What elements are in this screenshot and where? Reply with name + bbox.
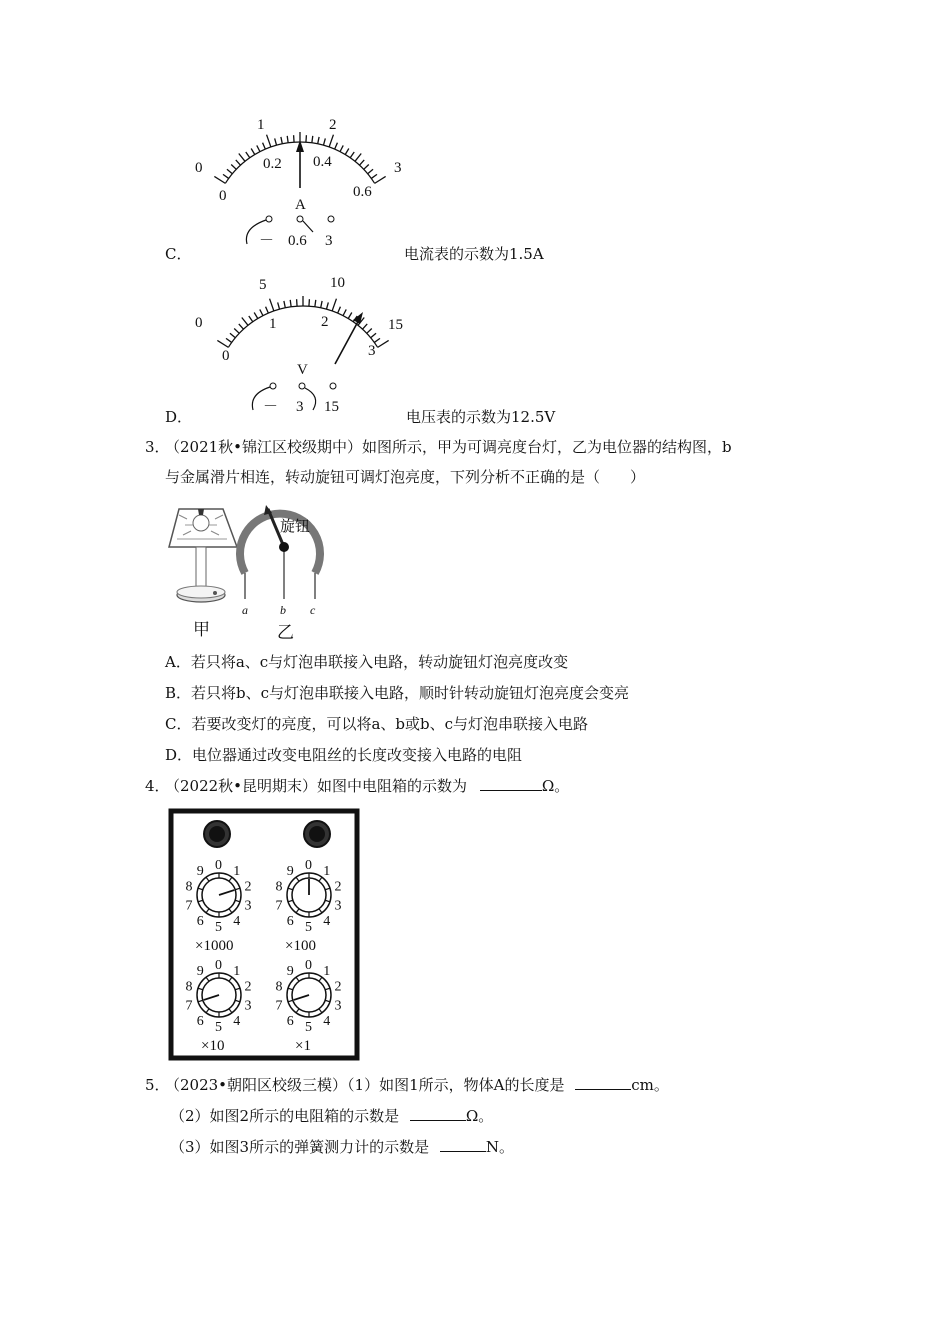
terminal-c-label: c — [310, 603, 316, 617]
ammeter-tick — [223, 174, 229, 178]
voltmeter-tick — [230, 333, 235, 337]
voltmeter-inner-label-0: 0 — [222, 348, 230, 364]
ammeter-tick — [239, 153, 245, 161]
voltmeter-tick — [226, 338, 232, 342]
ammeter-terminal-06 — [297, 216, 303, 222]
voltmeter-inner-label-1: 1 — [269, 316, 277, 332]
q4-number: 4． — [145, 777, 170, 795]
dial-digit: 3 — [334, 898, 342, 914]
voltmeter-terminal-label-3: 3 — [296, 399, 304, 415]
dial-digit: 8 — [185, 879, 193, 895]
ammeter-tick — [323, 138, 325, 145]
ammeter-tick — [340, 145, 343, 151]
ammeter-inner-label-3: 0.6 — [353, 184, 372, 200]
voltmeter-tick — [266, 307, 269, 313]
q3-line1: （2021秋•锦江区校级期中）如图所示，甲为可调亮度台灯，乙为电位器的结构图，b — [165, 438, 732, 456]
dial-digit: 5 — [305, 920, 312, 935]
voltmeter-terminal-label-neg: － — [263, 399, 279, 415]
q3-option-b: B．若只将b、c与灯泡串联接入电路，顺时针转动旋钮灯泡亮度会变亮 — [165, 684, 630, 702]
voltmeter-scale-ticks — [217, 296, 388, 347]
terminal-b-label: b — [280, 603, 286, 617]
ammeter-tick — [231, 164, 236, 169]
dial-digit: 9 — [286, 863, 294, 879]
dial-digit: 4 — [233, 914, 241, 930]
voltmeter-tick — [234, 328, 239, 333]
q3-caption-left: 甲 — [193, 620, 210, 639]
voltmeter-tick — [290, 300, 291, 307]
ammeter-tick — [236, 160, 241, 165]
voltmeter-tick — [367, 328, 372, 333]
dial-digit: 3 — [244, 898, 252, 914]
ammeter-tick — [214, 176, 225, 183]
ammeter-wire-mid — [303, 221, 313, 232]
ammeter-tick — [251, 149, 255, 155]
voltmeter-tick — [284, 301, 285, 308]
option-c-caption: 电流表的示数为1.5A — [404, 245, 544, 263]
voltmeter-terminal-neg — [270, 383, 276, 389]
dial-digit: 1 — [233, 963, 241, 979]
voltmeter-outer-label-0: 0 — [195, 315, 203, 331]
ammeter-tick — [275, 138, 277, 145]
ammeter-tick — [355, 153, 361, 161]
q5-blank-3[interactable] — [440, 1137, 486, 1152]
dial-digit: 4 — [233, 1014, 241, 1030]
dial-digit: 2 — [334, 979, 342, 995]
lamp-bulb — [193, 515, 209, 531]
q5-line1-text: （2023•朝阳区校级三模）（1）如图1所示，物体A的长度是 — [165, 1076, 565, 1094]
potentiometer — [240, 505, 320, 617]
ammeter-outer-label-3: 3 — [394, 160, 402, 176]
q3-line2: 与金属滑片相连，转动旋钮可调灯泡亮度，下列分析不正确的是（ ） — [165, 468, 646, 486]
voltmeter-tick — [278, 302, 280, 309]
lamp-pole — [196, 547, 206, 589]
q3-caption-right: 乙 — [277, 623, 294, 642]
ammeter-tick — [335, 143, 338, 149]
voltmeter-tick — [371, 333, 376, 337]
dial-digit: 2 — [244, 979, 252, 995]
dial-digit: 0 — [215, 858, 222, 873]
dial-digit: 7 — [275, 998, 283, 1014]
dial-digit: 2 — [244, 879, 252, 895]
dial-digit: 6 — [286, 1014, 294, 1030]
ammeter-tick — [287, 136, 288, 143]
voltmeter-tick — [270, 299, 274, 311]
dial-digit: 0 — [215, 958, 222, 973]
voltmeter-tick — [378, 340, 389, 347]
q5-number: 5． — [145, 1076, 170, 1094]
q4-answer-blank[interactable] — [480, 776, 542, 791]
dial-digit: 7 — [185, 898, 193, 914]
dial-digit: 7 — [275, 898, 283, 914]
q3-option-c: C．若要改变灯的亮度，可以将a、b或b、c与灯泡串联接入电路 — [165, 715, 589, 733]
q3-figure — [165, 495, 345, 645]
dial-digit: 6 — [286, 914, 294, 930]
voltmeter-terminal-label-15: 15 — [324, 399, 339, 415]
voltmeter-outer-label-3: 15 — [388, 317, 403, 333]
ammeter-figure — [185, 110, 415, 255]
ammeter-tick — [345, 149, 349, 155]
voltmeter-tick — [374, 338, 380, 342]
ammeter-tick — [371, 174, 377, 178]
dial-multiplier-10: ×10 — [201, 1038, 225, 1054]
voltmeter-tick — [242, 317, 248, 325]
resistance-box-figure — [167, 807, 361, 1062]
knob-label: 旋钮 — [280, 519, 311, 535]
ammeter-tick — [359, 160, 364, 165]
voltmeter-terminal-15 — [330, 383, 336, 389]
dial-digit: 1 — [233, 863, 241, 879]
ammeter-terminal-neg — [266, 216, 272, 222]
dial-digit: 1 — [323, 963, 331, 979]
ammeter-tick — [375, 176, 386, 183]
dial-multiplier-1: ×1 — [295, 1038, 311, 1054]
dial-digit: 0 — [305, 958, 312, 973]
dial-digit: 8 — [275, 979, 283, 995]
voltmeter-tick — [249, 316, 253, 322]
voltmeter-tick — [217, 340, 228, 347]
dial-digit: 5 — [215, 920, 222, 935]
terminal-a-label: a — [242, 603, 248, 617]
q5-line1-unit: cm。 — [631, 1076, 669, 1094]
ammeter-terminal-label-06: 0.6 — [288, 233, 307, 249]
voltmeter-terminal-3 — [299, 383, 305, 389]
dial-multiplier-1000: ×1000 — [195, 938, 234, 954]
ammeter-tick — [267, 135, 271, 147]
dial-digit: 2 — [334, 879, 342, 895]
ammeter-tick — [227, 169, 232, 173]
table-lamp — [169, 509, 237, 602]
q3-option-d: D．电位器通过改变电阻丝的长度改变接入电路的电阻 — [165, 746, 523, 764]
ammeter-outer-label-0: 0 — [195, 160, 203, 176]
slider-pivot — [279, 542, 289, 552]
voltmeter-tick — [362, 324, 367, 329]
dial-digit: 8 — [275, 879, 283, 895]
dial-digit: 9 — [196, 863, 204, 879]
dial-digit: 4 — [323, 914, 331, 930]
ammeter-terminal-3 — [328, 216, 334, 222]
voltmeter-tick — [338, 307, 341, 313]
option-c-letter: C． — [165, 245, 192, 263]
ammeter-inner-label-2: 0.4 — [313, 154, 332, 170]
dial-digit: 7 — [185, 998, 193, 1014]
ammeter-tick — [312, 136, 313, 143]
q5-line3 — [170, 1137, 514, 1157]
q4-unit: Ω。 — [541, 777, 570, 795]
voltmeter-figure — [185, 272, 415, 417]
q5-line1 — [165, 1075, 669, 1095]
ammeter-tick — [257, 145, 260, 151]
ammeter-outer-label-1: 1 — [257, 117, 265, 133]
voltmeter-wire-right — [305, 388, 316, 410]
q3-option-a: A．若只将a、c与灯泡串联接入电路，转动旋钮灯泡亮度改变 — [165, 653, 569, 671]
voltmeter-tick — [315, 300, 316, 307]
dial-digit: 9 — [196, 963, 204, 979]
voltmeter-tick — [343, 309, 346, 315]
ammeter-tick — [350, 152, 354, 158]
q5-line3-text: （3）如图3所示的弹簧测力计的示数是 — [170, 1138, 430, 1156]
ammeter-inner-label-0: 0 — [219, 188, 227, 204]
dial-digit: 6 — [196, 1014, 204, 1030]
voltmeter-outer-label-1: 5 — [259, 277, 267, 293]
q5-blank-2[interactable] — [410, 1106, 466, 1121]
ammeter-terminal-label-neg: － — [259, 233, 275, 249]
ammeter-terminal-label-3: 3 — [325, 233, 333, 249]
dial-multiplier-100: ×100 — [285, 938, 316, 954]
q4-line — [165, 776, 569, 796]
dial-digit: 3 — [334, 998, 342, 1014]
voltmeter-tick — [321, 301, 322, 308]
dial-digit: 0 — [305, 858, 312, 873]
dial-digit: 3 — [244, 998, 252, 1014]
voltmeter-pointer — [335, 316, 361, 364]
q4-text: （2022秋•昆明期末）如图中电阻箱的示数为 — [165, 777, 468, 795]
ammeter-inner-label-1: 0.2 — [263, 156, 282, 172]
q3-number: 3． — [145, 438, 170, 456]
voltmeter-tick — [332, 299, 336, 311]
ammeter-tick — [364, 164, 369, 169]
voltmeter-tick — [260, 309, 263, 315]
q5-line2-unit: Ω。 — [465, 1107, 494, 1125]
dial-digit: 1 — [323, 863, 331, 879]
ammeter-tick — [368, 169, 373, 173]
ammeter-tick — [281, 137, 282, 144]
q5-line2-text: （2）如图2所示的电阻箱的示数是 — [170, 1107, 400, 1125]
ammeter-tick — [318, 137, 319, 144]
voltmeter-tick — [326, 302, 328, 309]
dial-digit: 4 — [323, 1014, 331, 1030]
voltmeter-tick — [254, 313, 258, 319]
voltmeter-inner-label-2: 2 — [321, 314, 329, 330]
option-d-letter: D． — [165, 408, 193, 426]
ammeter-tick — [263, 143, 266, 149]
ammeter-unit-symbol: A — [295, 197, 306, 213]
dial-digit: 5 — [215, 1020, 222, 1035]
voltmeter-inner-label-3: 3 — [368, 343, 376, 359]
dial-digit: 5 — [305, 1020, 312, 1035]
dial-digit: 6 — [196, 914, 204, 930]
q5-line2 — [170, 1106, 493, 1126]
dial-digit: 8 — [185, 979, 193, 995]
dial-digit: 9 — [286, 963, 294, 979]
voltmeter-unit-symbol: V — [297, 362, 308, 378]
q5-blank-1[interactable] — [575, 1075, 631, 1090]
ammeter-tick — [246, 152, 250, 158]
voltmeter-outer-label-2: 10 — [330, 275, 345, 291]
ammeter-outer-label-2: 2 — [329, 117, 337, 133]
voltmeter-tick — [348, 313, 352, 319]
option-d-caption: 电压表的示数为12.5V — [406, 408, 556, 426]
voltmeter-tick — [239, 324, 244, 329]
ammeter-tick — [329, 135, 333, 147]
q5-line3-unit: N。 — [485, 1138, 515, 1156]
